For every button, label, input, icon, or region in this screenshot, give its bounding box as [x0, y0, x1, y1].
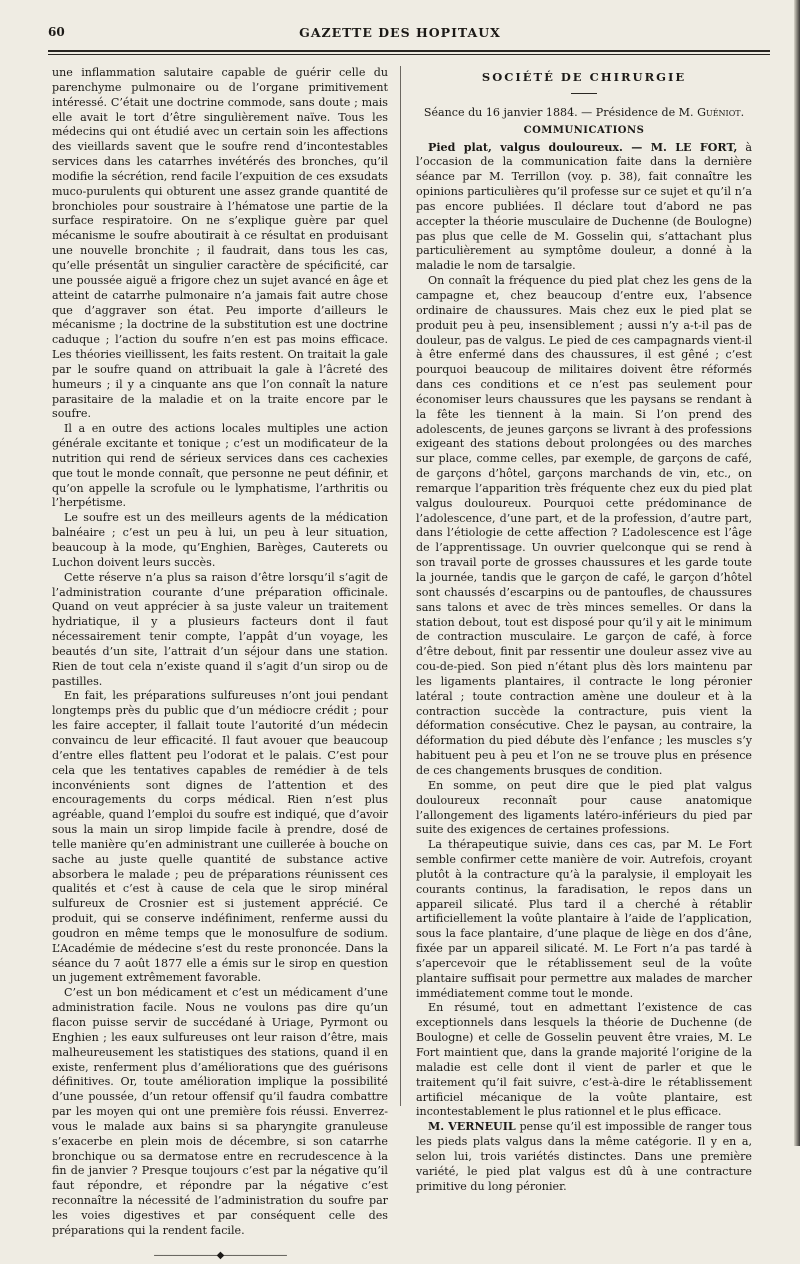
- page-number: 60: [48, 25, 65, 39]
- right-paragraph-3: En somme, on peut dire que le pied plat valgus douloureux reconnaît pour cause anatomique l’allongement des ligaments latéro-inférieurs du pied par suite des exigences de certaines professions.: [416, 778, 752, 837]
- page-binding-edge: [794, 0, 800, 1146]
- running-title: GAZETTE DES HOPITAUX: [299, 25, 501, 40]
- right-column: [416, 66, 752, 1194]
- seance-line: [416, 106, 752, 121]
- left-paragraph-1: une inflammation salutaire capable de guérir celle du parenchyme pulmonaire ou de l’organe primitivement intéressé. C’était une doctrine commode, sans doute ; mais elle avait le tort d’être singulièrement naïve. Tous les médecins qui ont étudié avec un certain soin les affections des vieillards savent que le soufre rend d’incontestables services dans les catarrhes invétérés des bronches, qu’il modifie la sécrétion, rend facile l’expuition de ces exsudats muco-purulents qui obturent une assez grande quantité de bronchioles pour soustraire à l’hématose une partie de la surface respiratoire. On ne s’explique guère par quel mécanisme le soufre aboutirait à ce résultat en produisant une nouvelle bronchite ; il faudrait, dans tous les cas, qu’elle présentât un singulier caractère de spécificité, car une poussée aiguë a frigore chez un sujet avancé en âge et atteint de catarrhe pulmonaire n’a jamais fait autre chose que d’aggraver son état. Peu importe d’ailleurs le mécanisme ; la doctrine de la substitution est une doctrine caduque ; l’action du soufre n’en est pas moins efficace. Les théories vieillissent, les faits restent. On traitait la gale par le soufre quand on attribuait la gale à l’âcreté des humeurs ; il y a cinquante ans que l’on connaît la nature parasitaire de la maladie et on la traite encore par le soufre.: [52, 66, 388, 421]
- right-paragraph-1-text: à l’occasion de la communication faite dans la dernière séance par M. Terrillon (voy. p. 38), fait connaître les opinions particulières qu’il professe sur ce sujet et qu’il n’a pas encore publiées. Il déclare tout d’abord ne pas accepter la théorie musculaire de Duchenne (de Boulogne) pas plus que celle de M. Gosselin qui, s’attachant plus particulièrement au symptôme douleur, a donné à la maladie le nom de tarsalgie.: [416, 140, 753, 273]
- left-paragraph-6: C’est un bon médicament et c’est un médicament d’une administration facile. Nous ne voulons pas dire qu’un flacon puisse servir de succédané à Uriage, Pyrmont ou Enghien ; les eaux sulfureuses ont leur raison d’être, mais malheureusement les statistiques des stations, quand il en existe, renferment plus d’améliorations que des guérisons définitives. Or, toute amélioration implique la possibilité d’une poussée, d’un retour offensif qu’il faudra combattre par les moyen qui ont une première fois réussi. Enverrez-vous le malade aux bains si sa pharyngite granuleuse s’exacerbe en plein mois de décembre, si son catarrhe bronchique ou sa dermatose entre en recrudescence à la fin de janvier ? Presque toujours c’est par la négative qu’il faut répondre, et répondre par la négative c’est reconnaître la nécessité de l’administration du soufre par les voies digestives et par conséquent celle des préparations qui la rendent facile.: [52, 986, 388, 1237]
- end-ornament: ———————◆———————: [153, 1249, 287, 1261]
- left-paragraph-3: Le soufre est un des meilleurs agents de la médication balnéaire ; c’est un peu à lui, un peu à leur situation, beaucoup à la mode, qu’Enghien, Barèges, Cauterets ou Luchon doivent leurs succès.: [52, 511, 388, 569]
- header-rule-thin: [48, 54, 770, 55]
- right-paragraph-6-text: pense qu’il est impossible de ranger tous les pieds plats valgus dans la même catégorie. Il y en a, selon lui, trois variétés distinctes. Dans une première variété, le pied plat valgus est dû à une contracture primitive du long péronier.: [416, 1120, 752, 1193]
- left-paragraph-4: Cette réserve n’a plus sa raison d’être lorsqu’il s’agit de l’administration courante d’une préparation officinale. Quand on veut apprécier à sa juste valeur un traitement hydriatique, il y a plusieurs facteurs dont il faut nécessairement tenir compte, l’appât d’un voyage, les beautés d’un site, l’attrait d’un séjour dans une station. Rien de tout cela n’existe quand il s’agit d’un sirop ou de pastilles.: [52, 570, 388, 688]
- left-paragraph-5: En fait, les préparations sulfureuses n’ont joui pendant longtemps près du public que d’un médiocre crédit ; pour les faire accepter, il fallait toute l’autorité d’un médecin convaincu de leur efficacité. Il faut avouer que beaucoup d’entre elles flattent peu l’odorat et le palais. C’est pour cela que les tentatives capables de remédier à de tels inconvénients sont dignes de l’attention et des encouragements du corps médical. Rien n’est plus agréable, quand l’emploi du soufre est indiqué, que d’avoir sous la main un sirop limpide facile à prendre, dosé de telle manière qu’en administrant une cuillerée à bouche on sache au juste quelle quantité de substance active absorbera le malade ; peu de préparations réunissent ces qualités et c’est à cause de cela que le sirop minéral sulfureux de Crosnier est si justement apprécié. Ce produit, qui se conserve indéfiniment, renferme aussi du goudron en même temps que le monosulfure de sodium. L’Académie de médecine s’est du reste prononcée. Dans la séance du 7 août 1877 elle a émis sur le sirop en question un jugement extrêmement favorable.: [52, 689, 388, 985]
- left-paragraph-2: Il a en outre des actions locales multiples une action générale excitante et tonique ; c’est un modificateur de la nutrition qui rend de sérieux services dans ces cachexies que tout le monde connaît, que personne ne peut définir, et qu’on appelle la scrofule ou le lymphatisme, l’arthritis ou l’herpétisme.: [52, 422, 388, 510]
- speaker-le-fort: — M. LE FORT,: [622, 140, 738, 154]
- seance-prefix: Séance du 16 janvier 1884. — Présidence de M.: [423, 105, 698, 119]
- right-paragraph-6: [416, 1120, 752, 1194]
- communications-heading: COMMUNICATIONS: [523, 124, 645, 136]
- article-lead: Pied plat, valgus douloureux.: [428, 140, 623, 154]
- right-paragraph-5: En résumé, tout en admettant l’existence de cas exceptionnels dans lesquels la théorie de Duchenne (de Boulogne) et celle de Gosselin peuvent être vraies, M. Le Fort maintient que, dans la grande majorité l’origine de la maladie est celle dont il vient de parler et que le traitement qu’il fait suivre, c’est-à-dire le rétablissement artificiel mécanique de la voûte plantaire, est incontestablement le plus rationnel et le plus efficace.: [416, 1001, 752, 1119]
- section-rule: [571, 93, 597, 94]
- right-paragraph-1: [416, 141, 752, 275]
- right-paragraph-4: La thérapeutique suivie, dans ces cas, par M. Le Fort semble confirmer cette manière de voir. Autrefois, croyant plutôt à la contracture qu’à la paralysie, il employait les courants continus, la faradisation, le repos dans un appareil silicaté. Plus tard il a cherché à rétablir artificiellement la voûte plantaire à l’aide de l’application, sous la face plantaire, d’une plaque de liège en dos d’âne, fixée par un appareil silicaté. M. Le Fort n’a pas tardé à s’apercevoir que le rétablissement seul de la voûte plantaire suffisait pour permettre aux malades de marcher immédiatement comme tout le monde.: [416, 838, 752, 1000]
- speaker-verneuil: M. VERNEUIL: [428, 1120, 516, 1134]
- seance-president: Guéniot.: [697, 105, 745, 119]
- left-column: [52, 66, 388, 1264]
- section-title: SOCIÉTÉ DE CHIRURGIE: [481, 70, 687, 84]
- header-rule-thick: [48, 50, 770, 52]
- right-paragraph-2: On connaît la fréquence du pied plat chez les gens de la campagne et, chez beaucoup d’entre eux, l’absence ordinaire de chaussures. Mais chez eux le pied plat se produit peu à peu, insensiblement ; aussi n’y a-t-il pas de douleur, pas de valgus. Le pied de ces campagnards vient-il à être enfermé dans des chaussures, il est gêné ; c’est pourquoi beaucoup de militaires doivent être réformés dans ces conditions et ce n’est pas seulement pour économiser leurs chaussures que les paysans se rendant à la fête les tiennent à la main. Si l’on prend des adolescents, de jeunes garçons se livrant à des professions exigeant des stations debout prolongées ou des marches sur place, comme celles, par exemple, de garçons de café, de garçons d’hôtel, garçons marchands de vin, etc., on remarque l’apparition très fréquente chez eux du pied plat valgus douloureux. Pourquoi cette prédominance de l’adolescence, d’une part, et de la profession, d’autre part, dans l’étiologie de cette affection ? L’adolescence est l’âge de l’apprentissage. Un ouvrier quelconque qui se rend à son travail porte de grosses chaussures et les garde toute la journée, tandis que le garçon de café, le garçon d’hôtel sont chaussés d’escarpins ou de pantoufles, de chaussures sans talons et avec de très minces semelles. Or dans la station debout, tout est disposé pour qu’il y ait le minimum de contraction musculaire. Le garçon de café, à force d’être debout, finit par ressentir une douleur assez vive au cou-de-pied. Son pied n’étant plus dès lors maintenu par les ligaments plantaires, il contracte le long péronier latéral ; toute contraction amène une douleur et à la contraction succède la contracture, puis vient la déformation consécutive. Chez le paysan, au contraire, la déformation du pied débute dès l’enfance ; les muscles s’y habituent peu à peu et l’on ne se trouve plus en présence de ces changements brusques de condition.: [416, 274, 752, 777]
- column-separator: [400, 66, 401, 1106]
